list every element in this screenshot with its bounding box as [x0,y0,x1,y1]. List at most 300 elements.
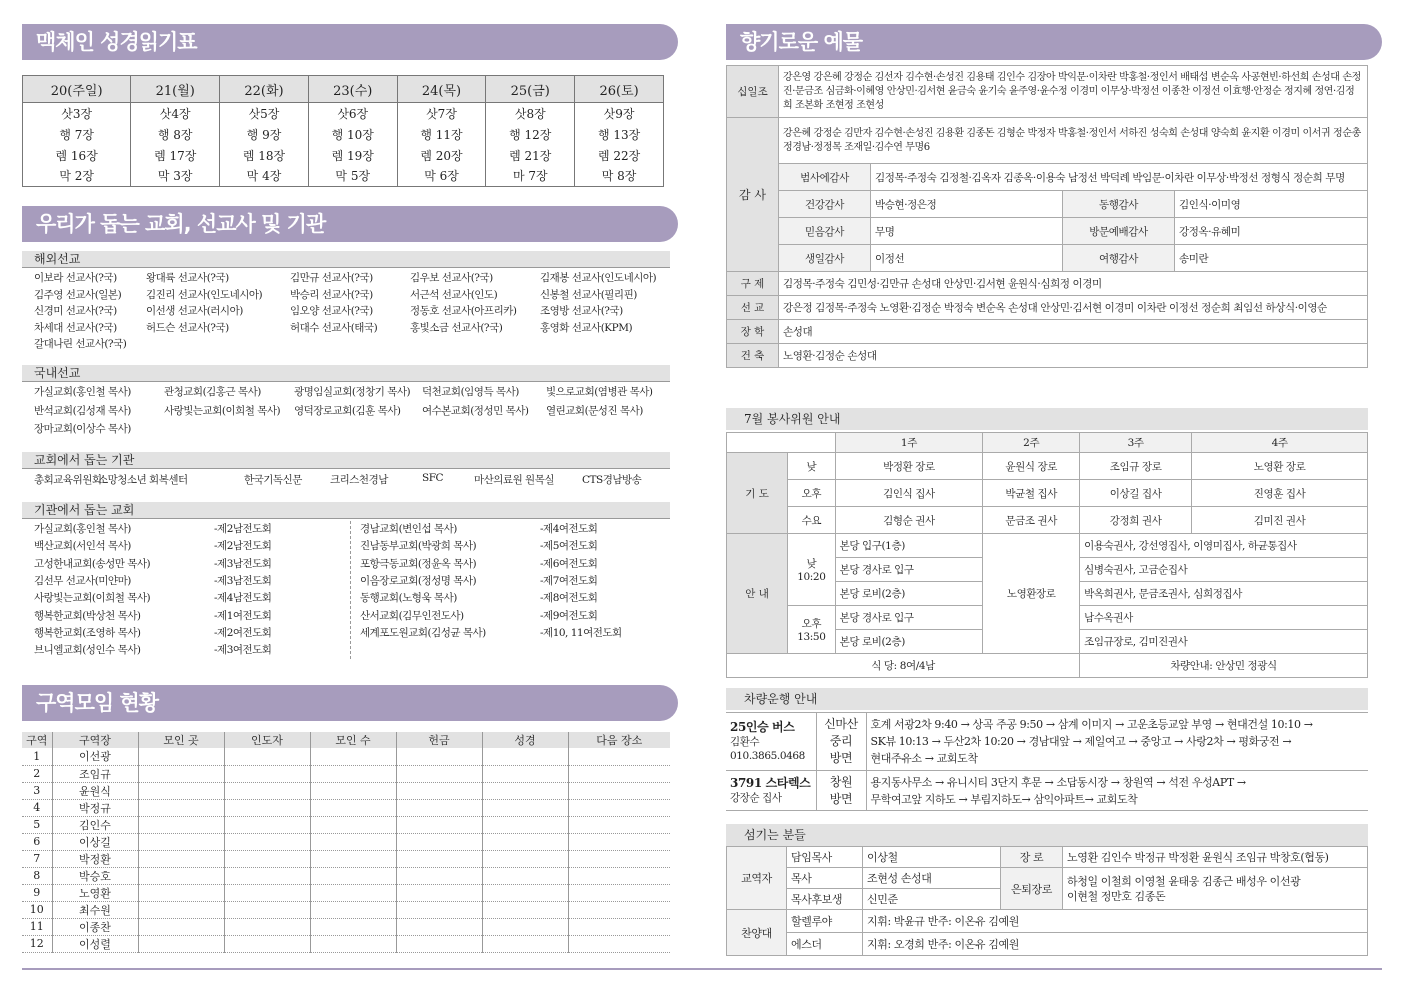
prayer-person: 이상길 집사 [1080,480,1192,507]
list-item: 허대수 선교사(태국) [290,321,378,334]
zone-header: 모인 곳 [138,732,224,748]
church-item: 가실교회(홍인철 목사) [34,523,131,535]
bus2-area: 창원 [829,774,853,789]
guide-people: 조임규장로, 김미진권사 [1080,630,1368,654]
church-group: -제2여전도회 [214,626,272,639]
table-row [22,799,670,816]
reading-cell: 막 8장 [575,166,664,187]
zone-cell: 4 [22,799,52,816]
minister-names: 조현성 손성대 [863,868,1001,889]
reading-cell: 행 10장 [308,124,397,145]
list-item: 한국기독신문 [244,474,302,486]
offering-table [726,65,1368,368]
zone-cell [224,867,310,884]
zone-cell [568,918,670,935]
reading-cell: 막 3장 [131,166,220,187]
table-row [22,833,670,850]
church-item: 김선무 선교사(미얀마) [34,574,131,587]
list-item: 여수본교회(정성민 목사) [422,404,529,417]
reading-cell: 막 6장 [397,166,486,187]
zone-cell: 박정환 [52,850,138,867]
zone-cell [396,850,482,867]
reading-day: 20(주일) [23,76,131,103]
guide-location: 본당 입구(1층) [835,534,983,558]
zone-cell [310,833,396,850]
zone-cell [224,833,310,850]
reading-day: 24(목) [397,76,486,103]
prayer-person: 김미진 권사 [1192,507,1368,534]
list-item: 홍빛소금 선교사(?국) [410,321,503,334]
reading-cell: 렘 19장 [308,145,397,166]
church-item: 포항극동교회(정윤옥 목사) [360,557,477,570]
church-group: -제8여전도회 [540,592,598,605]
list-item: 영덕장로교회(김훈 목사) [294,404,401,417]
reading-cell: 렘 20장 [397,145,486,166]
table-row [22,935,670,952]
zone-cell [396,918,482,935]
zone-cell [224,935,310,952]
zone-cell [482,850,568,867]
reading-cell: 삿7장 [397,103,486,124]
overseas-heading: 해외선교 [22,251,670,268]
table-row [22,884,670,901]
zone-cell [310,935,396,952]
zone-cell [138,918,224,935]
list-item: 홍영화 선교사(KPM) [540,321,633,334]
zone-banner: 구역모임 현황 [22,685,678,721]
reading-cell: 삿4장 [131,103,220,124]
zone-cell [396,782,482,799]
thanks-sub-names: 김인식·이미영 [1175,191,1368,218]
bus1-area: 방면 [829,751,853,765]
zone-cell [310,867,396,884]
zone-cell: 조임규 [52,765,138,782]
list-item: 김만규 선교사(?국) [290,272,373,284]
reading-day: 21(월) [131,76,220,103]
minister-role: 목사 [787,868,863,889]
zone-cell [396,833,482,850]
bus1-phone: 010.3865.0468 [730,750,805,762]
church-group: -제3남전도회 [214,557,272,570]
guide-pm-time: 13:50 [797,631,826,643]
scholar-label: 장 학 [727,320,779,344]
thanks-names: 강은혜 강정순 김만자 김수현·손성진 김용환 김종돈 김형순 박정자 박홍철·정인서 서하진 성숙희 손성대 양숙희 윤지환 이경미 이서귀 정순총 정경남·정정목 조재일·김수연 무명6 [779,118,1368,164]
table-row [22,918,670,935]
zone-cell [224,884,310,901]
reading-cell: 삿6장 [308,103,397,124]
church-group: -제2남전도회 [214,540,272,553]
reading-cell: 렘 22장 [575,145,664,166]
list-item: 임오양 선교사(?국) [290,305,373,317]
scholar-names: 손성대 [779,320,1368,344]
org-heading: 교회에서 돕는 기관 [22,452,670,469]
zone-cell [568,935,670,952]
zone-header: 성경 [482,732,568,748]
zone-cell: 노영환 [52,884,138,901]
prayer-person: 진영훈 집사 [1192,480,1368,507]
zone-cell: 5 [22,816,52,833]
week-header: 4주 [1192,433,1368,453]
reading-cell: 막 4장 [220,166,309,187]
zone-header: 구역 [22,732,52,748]
zone-cell [224,816,310,833]
guide-location: 본당 경사로 입구 [835,606,983,630]
choir-staff: 지휘: 박윤규 반주: 이온유 김예원 [863,910,1368,933]
thanks-sub-label: 여행감사 [1063,245,1175,272]
list-item: 정동호 선교사(아프리카) [410,305,517,317]
church-item: 진남동부교회(박광희 목사) [360,540,477,553]
bus2-name: 3791 스타렉스 [730,776,811,790]
list-item: 크리스천경남 [330,474,388,486]
zone-cell: 최수원 [52,901,138,918]
zone-cell [396,816,482,833]
week-header: 2주 [983,433,1080,453]
reading-cell: 삿5장 [220,103,309,124]
zone-cell [310,850,396,867]
minister-names: 이상철 [863,847,1001,868]
zone-cell [310,748,396,765]
zone-cell: 9 [22,884,52,901]
reading-cell: 렘 17장 [131,145,220,166]
offering-banner: 향기로운 예물 [726,24,1382,60]
zone-header: 다음 장소 [568,732,670,748]
tithe-label: 십일조 [727,66,779,118]
list-item: 마산의료원 원목실 [474,474,554,486]
zone-header: 구역장 [52,732,138,748]
zone-cell [310,918,396,935]
zone-cell [224,850,310,867]
zone-cell [396,884,482,901]
volunteer-heading: 7월 봉사위원 안내 [726,408,1368,430]
church-item: 사랑빛는교회(이희철 목사) [34,592,151,605]
bus1-route: 호계 서광2차 9:40 → 상곡 주공 9:50 → 삼계 이미지 → 고운초등교앞 부영 → 현대건설 10:10 → [870,718,1313,731]
guide-pm [788,606,835,654]
domestic-heading: 국내선교 [22,365,670,382]
reading-cell: 렘 18장 [220,145,309,166]
church-item: 백산교회(서인석 목사) [34,540,131,553]
guide-am-label: 낮 [806,558,817,570]
mission-names: 강은정 김정목·주정숙 노영환·김정순 박정숙 변순옥 손성대 안상민·김서현 이경미 이차란 이정선 정순희 최임선 하상식·이영순 [779,296,1368,320]
zone-cell [482,918,568,935]
guide-pm-label: 오후 [801,618,822,630]
list-item: 신경미 선교사(?국) [34,305,117,317]
servers-table [726,846,1368,956]
zone-cell: 11 [22,918,52,935]
bus2-driver: 강장순 집사 [730,792,782,804]
zone-cell [138,935,224,952]
bus1-route: SK뷰 10:13 → 두산2차 10:20 → 경남대앞 → 제일여고 → 중앙고 → 사랑2차 → 평화궁전 → [870,735,1292,748]
bus2-area: 방면 [829,791,853,806]
church-group: -제1여전도회 [214,609,272,622]
prayer-person: 박정환 장로 [835,453,983,480]
reading-cell: 삿9장 [575,103,664,124]
week-header: 3주 [1080,433,1192,453]
thanks-sub-label: 동행감사 [1063,191,1175,218]
church-group: -제2남전도회 [214,523,272,535]
retired-label: 은퇴장로 [1001,868,1063,910]
prayer-time: 수요 [788,507,835,534]
table-row [22,816,670,833]
zone-cell: 박정규 [52,799,138,816]
week-header: 1주 [835,433,983,453]
prayer-label: 기 도 [727,453,788,534]
reading-cell: 행 13장 [575,124,664,145]
church-group: -제3남전도회 [214,574,272,587]
zone-cell [310,901,396,918]
guide-people: 이용숙권사, 강선영집사, 이영미집사, 하균통집사 [1080,534,1368,558]
zone-cell [138,799,224,816]
choir-name: 에스더 [787,933,863,956]
guide-location: 본당 로비(2층) [835,582,983,606]
servers-heading: 섬기는 분들 [726,824,1368,846]
zone-cell [482,816,568,833]
meal-info: 식 당: 8여/4남 [727,654,1080,678]
list-item: 소망청소년 회복센터 [98,474,188,486]
guide-am [788,534,835,606]
church-group: -제7여전도회 [540,574,598,587]
prayer-person: 김인식 집사 [835,480,983,507]
zone-cell [482,867,568,884]
church-item: 산서교회(김무인전도사) [360,609,464,622]
church-group: -제4여전도회 [540,523,598,535]
minister-names: 신민준 [863,889,1001,910]
mission-label: 선 교 [727,296,779,320]
table-row [22,901,670,918]
guide-label: 안 내 [727,534,788,654]
list-item: 열린교회(문성진 목사) [546,404,643,417]
zone-cell [224,765,310,782]
reading-day: 25(금) [486,76,575,103]
thanks-sub-label: 생일감사 [779,245,871,272]
reading-banner: 맥체인 성경읽기표 [22,24,678,60]
reading-cell: 삿8장 [486,103,575,124]
list-item: 장마교회(이상수 목사) [34,423,131,435]
prayer-time: 낮 [788,453,835,480]
choir-staff: 지휘: 오경희 반주: 이온유 김예원 [863,933,1368,956]
list-item: 왕대륙 선교사(?국) [146,272,229,284]
zone-cell [138,816,224,833]
guide-people: 박옥희권사, 문금조권사, 심희정집사 [1080,582,1368,606]
thanks-sub-names: 무명 [871,218,1063,245]
zone-cell [568,782,670,799]
guide-people: 남수옥권사 [1080,606,1368,630]
reading-cell: 렘 16장 [23,145,131,166]
thanks-sub-label: 건강감사 [779,191,871,218]
zone-cell [138,748,224,765]
bus-table [726,712,1368,811]
church-item: 동행교회(노형욱 목사) [360,592,457,605]
church-item: 경남교회(변인섭 목사) [360,523,457,535]
retired-names: 이현철 정만호 김종돈 [1067,889,1166,903]
volunteer-table [726,432,1368,678]
list-item: 김재봉 선교사(인도네시아) [540,272,657,284]
reading-cell: 행 12장 [486,124,575,145]
bus1-name: 25인승 버스 [730,720,795,734]
zone-cell [396,765,482,782]
zone-cell [568,765,670,782]
list-item: 갈대나린 선교사(?국) [34,338,127,350]
zone-cell [396,935,482,952]
zone-cell [482,799,568,816]
zone-cell: 10 [22,901,52,918]
list-item: 총회교육위원회 [34,474,102,486]
retired-names: 하청일 이철희 이영철 윤태웅 김종근 배성우 이선광 [1067,874,1301,888]
zone-cell [568,799,670,816]
reading-cell: 막 5장 [308,166,397,187]
list-item: 가실교회(홍인철 목사) [34,386,131,398]
church-item: 고성한내교회(송성만 목사) [34,557,151,570]
zone-cell [224,918,310,935]
build-label: 건 축 [727,344,779,368]
list-item: 신봉철 선교사(필리핀) [540,288,637,301]
zone-cell: 3 [22,782,52,799]
reading-cell: 행 11장 [397,124,486,145]
list-item: 관청교회(김홍근 목사) [164,386,261,398]
ministers-label: 교역자 [727,847,787,910]
table-row [22,748,670,765]
zone-cell: 윤원식 [52,782,138,799]
zone-cell: 이선광 [52,748,138,765]
zone-cell [310,884,396,901]
list-item: 김주영 선교사(일본) [34,288,122,301]
zone-cell [396,748,482,765]
prayer-person: 조임규 장로 [1080,453,1192,480]
church-item: 행복한교회(조영하 목사) [34,626,141,639]
prayer-person: 노영환 장로 [1192,453,1368,480]
zone-cell [482,884,568,901]
list-item: 서근석 선교사(인도) [410,288,498,301]
relief-names: 김정목·주정숙 김민성·김만규 손성대 안상민·김서현 윤원식·심희정 이경미 [779,272,1368,296]
zone-cell: 8 [22,867,52,884]
zone-cell [224,782,310,799]
table-row [22,765,670,782]
church-heading: 기관에서 돕는 교회 [22,502,670,519]
zone-cell [138,884,224,901]
minister-role: 목사후보생 [787,889,863,910]
zone-header: 헌금 [396,732,482,748]
bus2-route: 용지동사무소 → 유니시티 3단지 후문 → 소답동시장 → 창원역 → 석전 우성APT → [870,775,1246,789]
church-group: -제5여전도회 [540,540,598,553]
list-item: CTS경남방송 [582,474,642,486]
church-group: -제4남전도회 [214,592,272,605]
thanks-sub-label: 범사에감사 [779,164,871,191]
zone-header: 인도자 [224,732,310,748]
zone-cell [568,833,670,850]
zone-cell [568,867,670,884]
guide-people: 심병숙권사, 고금순집사 [1080,558,1368,582]
zone-cell [482,782,568,799]
zone-cell [138,901,224,918]
zone-cell [138,867,224,884]
list-item: 이선생 선교사(러시아) [146,305,243,317]
table-row [22,867,670,884]
zone-header: 모인 수 [310,732,396,748]
zone-cell [568,901,670,918]
list-item: 이보라 선교사(?국) [34,272,117,284]
list-item: SFC [422,472,444,484]
list-item: 광명임실교회(정창기 목사) [294,386,411,398]
tithe-names: 강은영 강은혜 강정순 김선자 김수현·손성진 김용태 김인수 김장아 박익문·이차란 박홍철·정인서 배태섭 변순옥 사공현빈·하선희 손성대 손정진·문금조 심금화·이혜영 안상민·김서현 윤금숙 윤기숙 윤주영·윤수정 이경미 이무상·박정선 이종찬 이정선 이효행·안정순 정지혜 정연·김정희 조본화 조현정 조현성 [779,66,1368,118]
bus-heading: 차량운행 안내 [726,688,1368,710]
zone-cell [482,833,568,850]
prayer-person: 박균철 집사 [983,480,1080,507]
bus1-area: 신마산 [824,717,858,731]
prayer-person: 윤원식 장로 [983,453,1080,480]
zone-cell: 2 [22,765,52,782]
support-banner: 우리가 돕는 교회, 선교사 및 기관 [22,206,678,242]
parking-info: 차량안내: 안상민 정광식 [1080,654,1368,678]
thanks-sub-names: 박승현·정은정 [871,191,1063,218]
reading-cell: 행 8장 [131,124,220,145]
zone-cell: 7 [22,850,52,867]
prayer-person: 문금조 권사 [983,507,1080,534]
table-row [22,850,670,867]
zone-cell: 이상길 [52,833,138,850]
reading-day: 22(화) [220,76,309,103]
list-item: 덕천교회(임영득 목사) [422,386,519,398]
zone-cell: 김인수 [52,816,138,833]
zone-cell [224,901,310,918]
zone-cell [568,748,670,765]
zone-cell [482,765,568,782]
church-item: 이음장로교회(정성명 목사) [360,574,477,587]
list-item: 빛으로교회(염병관 목사) [546,386,653,398]
guide-am-time: 10:20 [797,571,826,583]
thanks-sub-names: 김정목·주정숙 김정철·김옥자 김종옥·이용숙 남정선 박덕례 박임문·이차란 이무상·박정선 정형식 정순희 무명 [871,164,1368,191]
church-group: -제6여전도회 [540,557,598,570]
zone-cell [482,935,568,952]
zone-cell [224,799,310,816]
list-item: 반석교회(김성재 목사) [34,404,131,417]
prayer-time: 오후 [788,480,835,507]
church-group: -제9여전도회 [540,609,598,622]
zone-cell [568,850,670,867]
church-item: 행복한교회(박상천 목사) [34,609,141,622]
list-item: 허드슨 선교사(?국) [146,321,229,334]
reading-cell: 렘 21장 [486,145,575,166]
list-item: 김우보 선교사(?국) [410,272,493,284]
list-item: 김진리 선교사(인도네시아) [146,288,263,301]
reading-table [22,75,664,187]
build-names: 노영환·김정순 손성대 [779,344,1368,368]
zone-cell: 이성렬 [52,935,138,952]
bus2-route: 무학여고앞 지하도 → 부림지하도→ 삼익아파트→ 교회도착 [870,792,1138,806]
church-item: 세계포도원교회(김성균 목사) [360,626,486,639]
choir-label: 찬양대 [727,910,787,956]
zone-cell [138,850,224,867]
reading-cell: 행 9장 [220,124,309,145]
reading-cell: 마 7장 [486,166,575,187]
thanks-sub-label: 방문예배감사 [1063,218,1175,245]
zone-table [22,732,670,953]
zone-cell [568,884,670,901]
zone-cell [482,748,568,765]
elder-names: 노영환 김인수 박정규 박정환 윤원식 조임규 박창호(협동) [1063,847,1368,868]
zone-cell: 이종찬 [52,918,138,935]
thanks-sub-names: 송미란 [1175,245,1368,272]
bus1-area: 중리 [829,734,853,748]
choir-name: 할렐루야 [787,910,863,933]
guide-location: 본당 로비(2층) [835,630,983,654]
church-divider [350,521,351,659]
reading-cell: 막 2장 [23,166,131,187]
zone-cell [138,765,224,782]
bus1-route: 현대주유소 → 교회도착 [870,752,978,765]
zone-cell [396,867,482,884]
zone-cell [396,901,482,918]
zone-cell: 1 [22,748,52,765]
zone-cell: 박승호 [52,867,138,884]
